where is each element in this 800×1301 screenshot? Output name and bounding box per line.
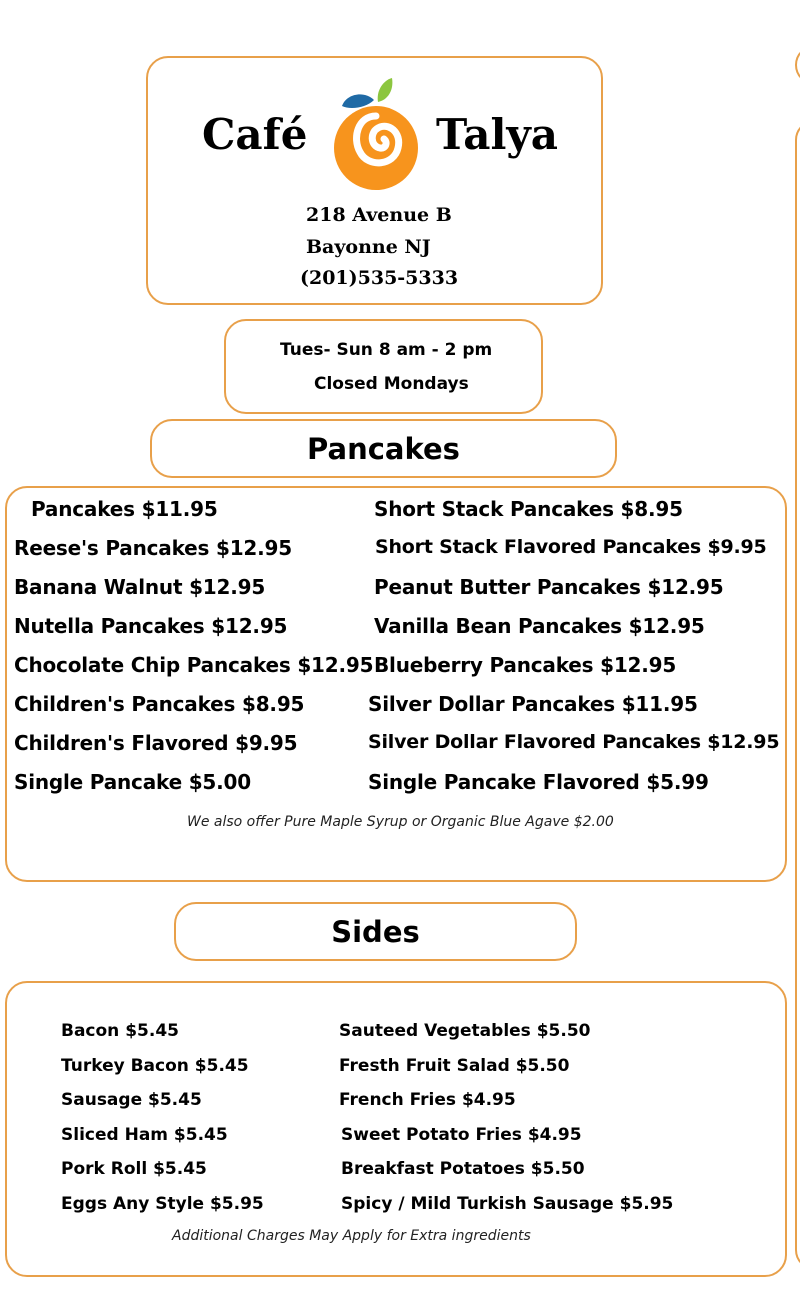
orange-swirl-logo-icon [330, 76, 422, 192]
pancake-item: Nutella Pancakes $12.95 [14, 614, 288, 638]
sides-heading: Sides [331, 915, 420, 949]
hours-line-1: Tues- Sun 8 am - 2 pm [280, 340, 493, 360]
side-item: Turkey Bacon $5.45 [61, 1056, 249, 1076]
pancake-item: Vanilla Bean Pancakes $12.95 [374, 614, 705, 638]
pancake-item: Reese's Pancakes $12.95 [14, 536, 292, 560]
sides-heading-card [174, 902, 577, 961]
pancake-item: Banana Walnut $12.95 [14, 575, 266, 599]
pancake-item: Single Pancake $5.00 [14, 770, 251, 794]
header-card [146, 56, 603, 305]
pancake-item: Chocolate Chip Pancakes $12.95 [14, 653, 374, 677]
pancake-item: Silver Dollar Flavored Pancakes $12.95 [368, 731, 780, 753]
address-line-1: 218 Avenue B [306, 204, 452, 226]
pancakes-heading: Pancakes [307, 432, 460, 466]
pancake-item: Children's Pancakes $8.95 [14, 692, 305, 716]
pancakes-card [5, 486, 787, 882]
pancake-item: Pancakes $11.95 [31, 497, 218, 521]
sides-note: Additional Charges May Apply for Extra ingredients [172, 1228, 531, 1244]
side-item: Sausage $5.45 [61, 1090, 202, 1110]
side-item: Bacon $5.45 [61, 1021, 179, 1041]
pancake-item: Short Stack Flavored Pancakes $9.95 [375, 536, 767, 558]
side-item: Sweet Potato Fries $4.95 [341, 1125, 582, 1145]
side-item: Sliced Ham $5.45 [61, 1125, 228, 1145]
adjacent-panel-edge [795, 120, 800, 1270]
pancake-item: Single Pancake Flavored $5.99 [368, 770, 709, 794]
cafe-name-right: Talya [436, 110, 559, 159]
pancakes-note: We also offer Pure Maple Syrup or Organic Blue Agave $2.00 [187, 814, 614, 830]
side-item: Fresth Fruit Salad $5.50 [339, 1056, 570, 1076]
pancake-item: Children's Flavored $9.95 [14, 731, 298, 755]
hours-card [224, 319, 543, 414]
hours-line-2: Closed Mondays [314, 374, 469, 394]
side-item: Sauteed Vegetables $5.50 [339, 1021, 591, 1041]
pancakes-heading-card [150, 419, 617, 478]
side-item: French Fries $4.95 [339, 1090, 516, 1110]
side-item: Breakfast Potatoes $5.50 [341, 1159, 585, 1179]
adjacent-panel-edge-top [795, 45, 800, 85]
side-item: Pork Roll $5.45 [61, 1159, 207, 1179]
pancake-item: Short Stack Pancakes $8.95 [374, 497, 683, 521]
side-item: Spicy / Mild Turkish Sausage $5.95 [341, 1194, 674, 1214]
sides-card [5, 981, 787, 1277]
address-line-2: Bayonne NJ [306, 236, 431, 258]
cafe-name-left: Café [202, 110, 308, 159]
pancake-item: Silver Dollar Pancakes $11.95 [368, 692, 698, 716]
phone-number: (201)535-5333 [300, 267, 459, 289]
side-item: Eggs Any Style $5.95 [61, 1194, 264, 1214]
pancake-item: Peanut Butter Pancakes $12.95 [374, 575, 724, 599]
pancake-item: Blueberry Pancakes $12.95 [374, 653, 677, 677]
